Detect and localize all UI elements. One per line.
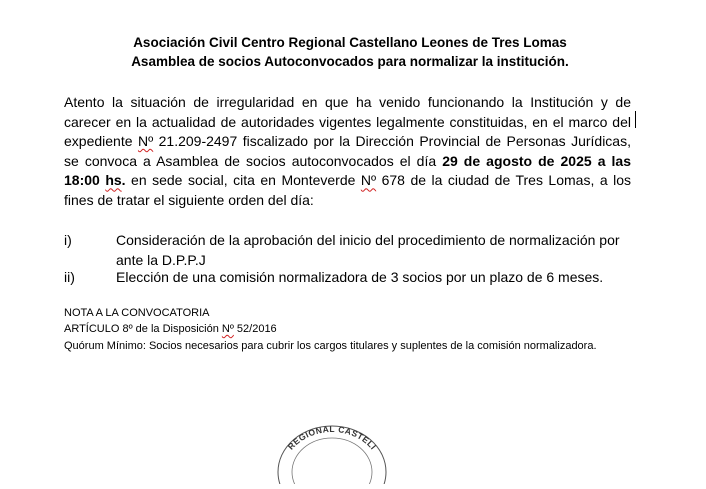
note-quorum: Quórum Mínimo: Socios necesarios para cubrir los cargos titulares y suplentes de la comisión normalizadora. [64, 340, 597, 352]
address-number-sign: Nº [360, 172, 377, 189]
meeting-date: 29 de agosto de 2025 a las 18:00 [64, 152, 631, 189]
convocation-paragraph [64, 93, 631, 211]
agenda-item-text: Elección de una comisión normalizadora de 3 socios por un plazo de 6 meses. [116, 269, 604, 285]
paragraph-text-3: en sede social, cita en Monteverde [125, 172, 361, 189]
article-text-pre: ARTÍCULO 8º de la Disposición [64, 323, 222, 335]
paragraph-text-2: 21.209-2497 fiscalizado por la Dirección Provincial de Personas Jurídicas, se convoca a Asamblea de socios autoconvocados el día [64, 133, 631, 169]
paragraph-text-1: Atento la situación de irregularidad en que ha venido funcionando la Institución y de carecer en la actualidad de autoridades vigentes legalmente constituidas, en el marco del expediente [64, 94, 631, 150]
document-subtitle: Asamblea de socios Autoconvocados para normalizar la institución. [131, 54, 569, 69]
document-title: Asociación Civil Centro Regional Castellano Leones de Tres Lomas [133, 35, 567, 50]
agenda-item-text: Consideración de la aprobación del inicio del procedimiento de normalización por ante la D.P.P.J [116, 232, 620, 268]
paragraph-text-4: 678 de la ciudad de Tres Lomas, a los fines de tratar el siguiente orden del día: [64, 172, 632, 208]
expediente-number-sign: Nº [137, 133, 154, 150]
note-heading: NOTA A LA CONVOCATORIA [64, 307, 210, 319]
article-number-sign: Nº [221, 323, 234, 335]
agenda-item-number: i) [64, 232, 72, 248]
text-cursor [635, 111, 636, 128]
note-article [64, 322, 277, 337]
hours-abbrev: hs [105, 172, 122, 189]
agenda-item-number: ii) [64, 269, 75, 285]
article-text-post: 52/2016 [233, 323, 277, 335]
hours-dot: . [121, 172, 126, 189]
seal-text: REGIONAL CASTELI [285, 424, 379, 452]
institution-seal [272, 424, 392, 484]
